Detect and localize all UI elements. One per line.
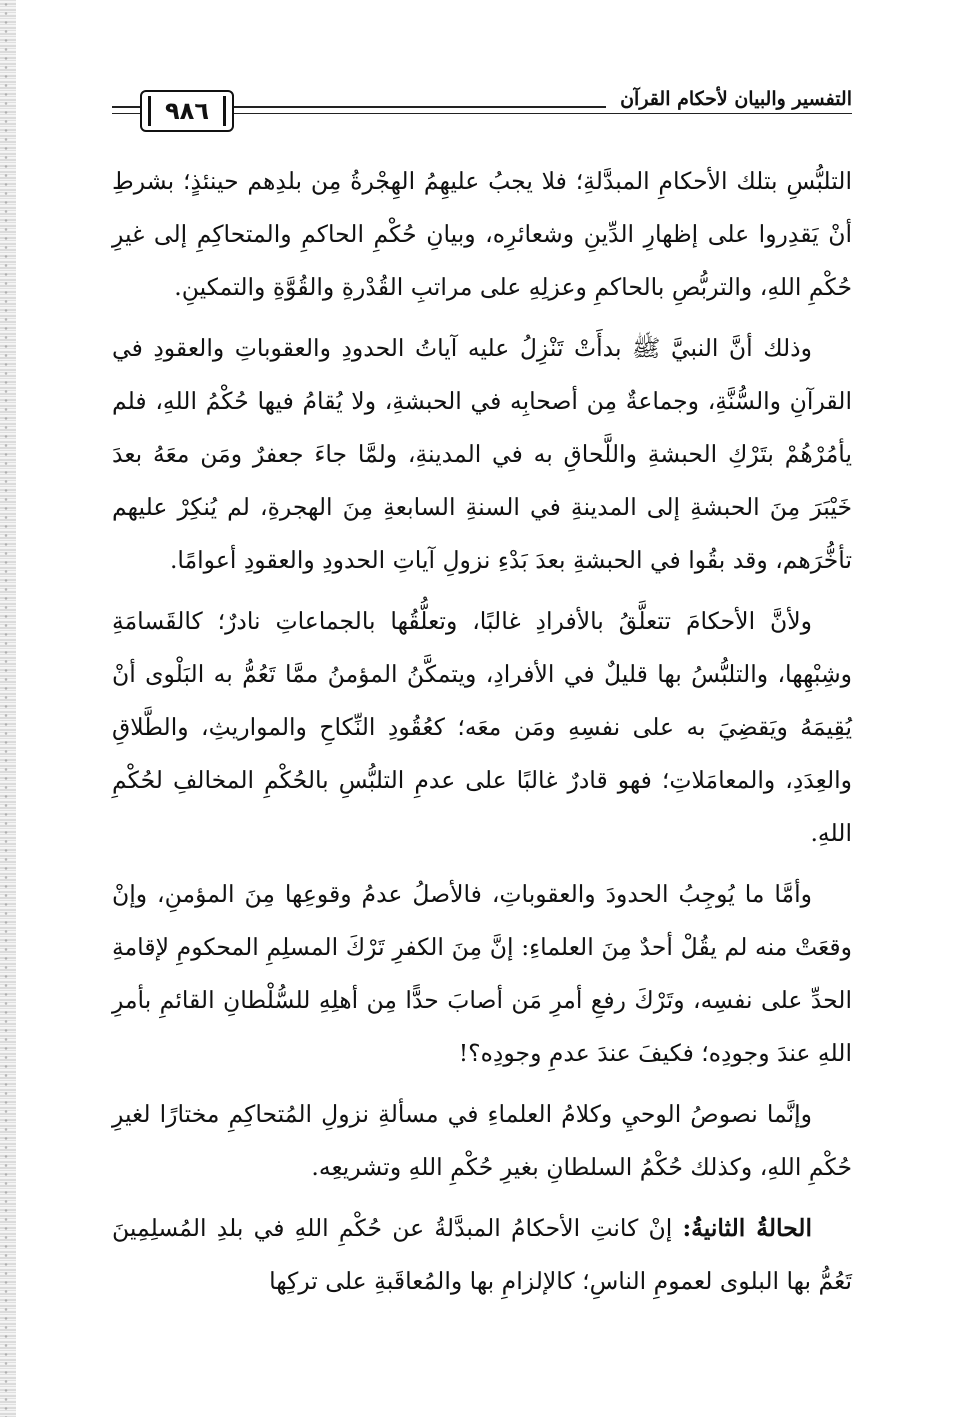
running-header [112, 86, 852, 134]
page-body [112, 155, 852, 1308]
page-number-box [140, 90, 234, 132]
paragraph-3: ولأنَّ الأحكامَ تتعلَّقُ بالأفرادِ غالبًا، وتعلُّقُها بالجماعاتِ نادرٌ؛ كالقَسامَةِ وشِبْهِها، والتلبُّسُ بها قليلٌ في الأفرادِ، ويتمكَّنُ المؤمنُ ممَّا تَعُمُّ به البَلْوى أنْ يُقِيمَهُ ويَقضِيَ به على نفسِهِ ومَن معَه؛ كعُقُودِ النِّكاحِ والمواريثِ، والطَّلاقِ والعِدَدِ، والمعامَلاتِ؛ فهو قادرٌ غالبًا على عدمِ التلبُّسِ بالحُكْمِ المخالفِ لحُكْمِ اللهِ. [112, 607, 852, 847]
paragraph-6-text: إنْ كانتِ الأحكامُ المبدَّلةُ عن حُكْمِ اللهِ في بلدِ المُسلِمِينَ تَعُمُّ بها البلوى لعمومِ الناسِ؛ كالإلزامِ بها والمُعاقَبةِ على تركِها [112, 1214, 852, 1295]
section-heading-inline: الحالةُ الثانيةُ: [682, 1214, 812, 1242]
paragraph-2: وذلك أنَّ النبيَّ ﷺ بدأَتْ تَنْزِلُ عليه آياتُ الحدودِ والعقوباتِ والعقودِ في القرآنِ والسُّنَّةِ، وجماعةٌ مِن أصحابِه في الحبشةِ، ولا يُقامُ فيها حُكْمُ اللهِ، فلم يأمُرْهُمْ بتَرْكِ الحبشةِ واللَّحاقِ به في المدينةِ، ولمَّا جاءَ جعفرٌ ومَن معَهُ بعدَ خَيْبَرَ مِنَ الحبشةِ إلى المدينةِ في السنةِ السابعةِ مِنَ الهجرةِ، لم يُنكِرْ عليهم تأخُّرَهم، وقد بقُوا في الحبشةِ بعدَ بَدْءِ نزولِ آياتِ الحدودِ والعقودِ أعوامًا. [112, 334, 852, 574]
paragraph-6 [112, 1202, 852, 1308]
book-title: التفسير والبيان لأحكام القرآن [606, 86, 852, 112]
paragraph-1: التلبُّسِ بتلك الأحكامِ المبدَّلةِ؛ فلا يجبُ عليهِمُ الهِجْرةُ مِن بلدِهم حينئذٍ؛ بشرطِ أنْ يَقدِروا على إظهارِ الدِّينِ وشعائرِه، وبيانِ حُكْمِ الحاكمِ والمتحاكِمِ إلى غيرِ حُكْمِ اللهِ، والتربُّصِ بالحاكمِ وعزلِهِ على مراتبِ القُدْرةِ والقُوَّةِ والتمكينِ. [112, 167, 852, 301]
paragraph-4: وأمَّا ما يُوجِبُ الحدودَ والعقوباتِ، فالأصلُ عدمُ وقوعِها مِنَ المؤمنِ، وإنْ وقعَتْ منه لم يقُلْ أحدٌ مِنَ العلماءِ: إنَّ مِنَ الكفرِ تَرْكَ المسلِمِ المحكومِ لإقامةِ الحدِّ على نفسِه، وتَرْكَ رفعِ أمرِ مَن أصابَ حدًّا مِن أهلِهِ للسُّلْطانِ القائمِ بأمرِ اللهِ عندَ وجودِه؛ فكيفَ عندَ عدمِ وجودِه؟! [112, 880, 852, 1067]
paragraph-5: وإنَّما نصوصُ الوحيِ وكلامُ العلماءِ في مسألةِ نزولِ المُتحاكِمِ مختارًا لغيرِ حُكْمِ اللهِ، وكذلك حُكْمُ السلطانِ بغيرِ حُكْمِ اللهِ وتشريعِه. [112, 1100, 852, 1181]
page-edge-texture [3, 0, 9, 1417]
page-number: ٩٨٦ [165, 97, 209, 125]
